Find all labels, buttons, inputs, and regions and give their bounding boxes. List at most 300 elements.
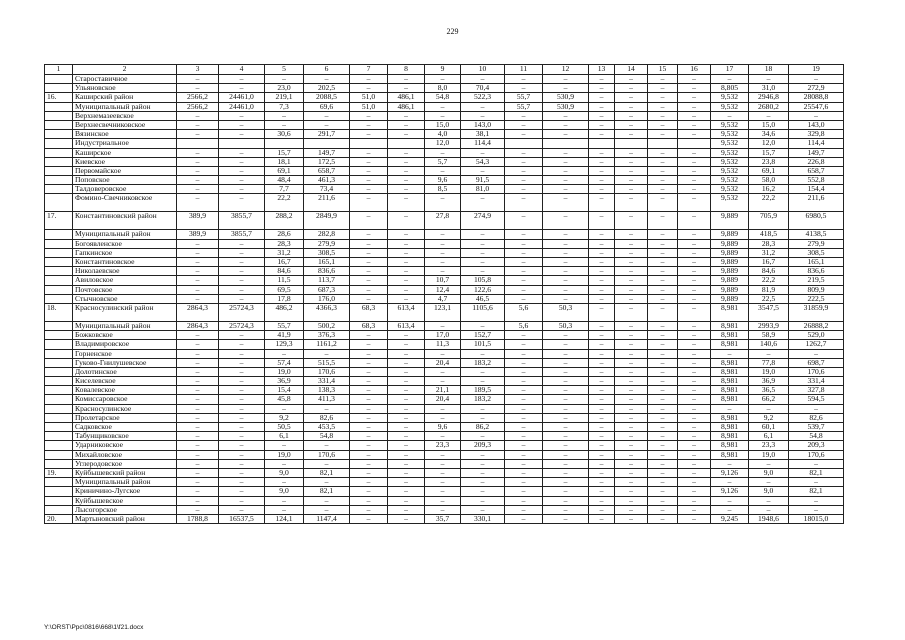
value-cell: 9,2	[265, 413, 304, 422]
value-cell: –	[505, 478, 543, 487]
value-cell: –	[678, 340, 711, 349]
value-cell: –	[177, 478, 219, 487]
value-cell: –	[388, 441, 425, 450]
value-cell: 2680,2	[749, 102, 789, 111]
value-cell: –	[425, 230, 461, 239]
value-cell: –	[589, 358, 615, 367]
value-cell: –	[648, 285, 678, 294]
value-cell: –	[589, 331, 615, 340]
value-cell: 1262,7	[789, 340, 844, 349]
value-cell: –	[589, 120, 615, 129]
value-cell: –	[589, 321, 615, 330]
table-row	[45, 441, 844, 450]
value-cell: –	[219, 450, 265, 459]
value-cell: 17,0	[425, 331, 461, 340]
value-cell: 486,1	[388, 93, 425, 102]
value-cell: 69,6	[304, 102, 350, 111]
value-cell: –	[177, 459, 219, 468]
value-cell: –	[388, 84, 425, 93]
value-cell: –	[505, 258, 543, 267]
row-number-cell	[45, 75, 73, 84]
value-cell: –	[789, 349, 844, 358]
value-cell: –	[219, 386, 265, 395]
value-cell: –	[505, 166, 543, 175]
value-cell: –	[543, 386, 589, 395]
value-cell: –	[589, 75, 615, 84]
value-cell: 2993,9	[749, 321, 789, 330]
value-cell: –	[461, 496, 505, 505]
value-cell: –	[615, 367, 648, 376]
value-cell: 54,8	[789, 432, 844, 441]
value-cell: 288,2	[265, 212, 304, 230]
value-cell: 57,4	[265, 358, 304, 367]
value-cell: –	[543, 130, 589, 139]
value-cell: 143,0	[789, 120, 844, 129]
row-number-cell	[45, 441, 73, 450]
row-name-cell: Верхнемазеевское	[73, 111, 177, 120]
value-cell: 9,889	[711, 285, 749, 294]
value-cell: –	[678, 285, 711, 294]
value-cell: 149,7	[304, 148, 350, 157]
value-cell: 45,8	[265, 395, 304, 404]
value-cell: –	[350, 349, 388, 358]
value-cell: 50,3	[543, 303, 589, 321]
row-name-cell: Комиссаровское	[73, 395, 177, 404]
value-cell: 272,9	[789, 84, 844, 93]
value-cell: –	[589, 212, 615, 230]
row-name-cell: Николаевское	[73, 267, 177, 276]
value-cell: 30,6	[265, 130, 304, 139]
value-cell: –	[505, 386, 543, 395]
value-cell: –	[350, 176, 388, 185]
table-row	[45, 459, 844, 468]
value-cell: –	[388, 404, 425, 413]
value-cell: 9,0	[749, 468, 789, 477]
value-cell: –	[425, 450, 461, 459]
value-cell: 55,7	[505, 102, 543, 111]
value-cell: –	[678, 459, 711, 468]
value-cell	[505, 139, 543, 148]
value-cell: 124,1	[265, 514, 304, 523]
value-cell: –	[350, 84, 388, 93]
row-name-cell: Горненское	[73, 349, 177, 358]
value-cell: –	[543, 176, 589, 185]
row-name-cell: Киевское	[73, 157, 177, 166]
value-cell: 5,7	[425, 157, 461, 166]
value-cell: –	[589, 487, 615, 496]
value-cell	[589, 139, 615, 148]
value-cell: –	[304, 459, 350, 468]
row-name-cell: Куйбышевское	[73, 496, 177, 505]
value-cell: 274,9	[461, 212, 505, 230]
value-cell: 8,981	[711, 358, 749, 367]
table-row	[45, 386, 844, 395]
value-cell: –	[425, 505, 461, 514]
row-name-cell: Первомайское	[73, 166, 177, 175]
value-cell: 9,0	[749, 487, 789, 496]
value-cell: –	[648, 120, 678, 129]
row-name-cell: Муниципальный район	[73, 102, 177, 111]
value-cell: –	[505, 367, 543, 376]
row-name-cell: Богоявленское	[73, 239, 177, 248]
value-cell: –	[350, 404, 388, 413]
value-cell: –	[388, 340, 425, 349]
value-cell: 500,2	[304, 321, 350, 330]
row-number-cell	[45, 340, 73, 349]
value-cell: –	[543, 331, 589, 340]
value-cell: –	[648, 459, 678, 468]
value-cell: –	[177, 367, 219, 376]
value-cell	[615, 139, 648, 148]
table-row	[45, 367, 844, 376]
value-cell: 28,3	[749, 239, 789, 248]
value-cell: –	[543, 413, 589, 422]
value-cell: 81,0	[461, 185, 505, 194]
value-cell: –	[425, 267, 461, 276]
value-cell: –	[350, 166, 388, 175]
value-cell: –	[678, 505, 711, 514]
value-cell: 2566,2	[177, 102, 219, 111]
value-cell: –	[388, 459, 425, 468]
value-cell: –	[749, 404, 789, 413]
value-cell: –	[648, 258, 678, 267]
value-cell: –	[425, 148, 461, 157]
value-cell: –	[648, 84, 678, 93]
value-cell: –	[589, 157, 615, 166]
value-cell: 183,2	[461, 395, 505, 404]
value-cell: 50,5	[265, 423, 304, 432]
value-cell: 25724,3	[219, 303, 265, 321]
value-cell: –	[543, 514, 589, 523]
value-cell: 9,6	[425, 423, 461, 432]
value-cell: –	[789, 496, 844, 505]
value-cell: 24461,0	[219, 102, 265, 111]
value-cell: 219,5	[789, 276, 844, 285]
value-cell: –	[505, 395, 543, 404]
value-cell: –	[388, 487, 425, 496]
value-cell: 25724,3	[219, 321, 265, 330]
value-cell: –	[350, 239, 388, 248]
row-name-cell: Лысогорское	[73, 505, 177, 514]
row-number-cell	[45, 358, 73, 367]
value-cell: –	[219, 478, 265, 487]
value-cell: –	[350, 423, 388, 432]
value-cell: 279,9	[304, 239, 350, 248]
value-cell: –	[219, 441, 265, 450]
value-cell: –	[648, 185, 678, 194]
value-cell: –	[749, 349, 789, 358]
value-cell: 22,2	[265, 194, 304, 212]
value-cell: –	[219, 294, 265, 303]
value-cell: –	[648, 395, 678, 404]
value-cell: 8,981	[711, 303, 749, 321]
value-cell: –	[615, 505, 648, 514]
value-cell: 22,2	[749, 276, 789, 285]
value-cell: –	[265, 441, 304, 450]
value-cell: 18,1	[265, 157, 304, 166]
value-cell: 138,3	[304, 386, 350, 395]
value-cell: –	[388, 239, 425, 248]
value-cell: 219,1	[265, 93, 304, 102]
value-cell: –	[219, 120, 265, 129]
value-cell: –	[177, 75, 219, 84]
value-cell: –	[388, 395, 425, 404]
value-cell: –	[388, 423, 425, 432]
value-cell: –	[589, 505, 615, 514]
value-cell: –	[648, 386, 678, 395]
value-cell: 16,7	[749, 258, 789, 267]
table-row	[45, 276, 844, 285]
value-cell: –	[350, 285, 388, 294]
value-cell: –	[789, 478, 844, 487]
value-cell: –	[678, 166, 711, 175]
value-cell: –	[425, 166, 461, 175]
value-cell: –	[388, 75, 425, 84]
value-cell: –	[615, 432, 648, 441]
value-cell: –	[177, 148, 219, 157]
value-cell: 4138,5	[789, 230, 844, 239]
value-cell: –	[678, 432, 711, 441]
value-cell: –	[678, 212, 711, 230]
value-cell: –	[177, 395, 219, 404]
value-cell: –	[615, 166, 648, 175]
row-name-cell: Гапкинское	[73, 248, 177, 257]
value-cell: –	[265, 111, 304, 120]
value-cell: –	[648, 212, 678, 230]
value-cell: –	[615, 194, 648, 212]
value-cell: –	[177, 340, 219, 349]
value-cell: –	[678, 230, 711, 239]
value-cell: –	[615, 111, 648, 120]
value-cell: –	[615, 120, 648, 129]
value-cell: –	[505, 84, 543, 93]
value-cell: –	[543, 148, 589, 157]
value-cell: 8,981	[711, 386, 749, 395]
value-cell: –	[388, 514, 425, 523]
value-cell: 69,1	[265, 166, 304, 175]
value-cell: –	[648, 377, 678, 386]
value-cell: –	[648, 367, 678, 376]
value-cell: 331,4	[789, 377, 844, 386]
value-cell: –	[350, 212, 388, 230]
value-cell: 73,4	[304, 185, 350, 194]
value-cell: –	[388, 349, 425, 358]
table-row	[45, 102, 844, 111]
value-cell: –	[388, 157, 425, 166]
value-cell: 389,9	[177, 212, 219, 230]
row-number-cell	[45, 413, 73, 422]
value-cell: –	[648, 413, 678, 422]
value-cell: 9,532	[711, 176, 749, 185]
value-cell: 24461,0	[219, 93, 265, 102]
value-cell: 16537,5	[219, 514, 265, 523]
value-cell: –	[615, 84, 648, 93]
value-cell: 9,532	[711, 166, 749, 175]
value-cell: –	[648, 496, 678, 505]
value-cell: –	[615, 248, 648, 257]
table-row	[45, 111, 844, 120]
row-number-cell	[45, 157, 73, 166]
row-name-cell: Божковское	[73, 331, 177, 340]
value-cell: –	[615, 331, 648, 340]
value-cell: –	[461, 75, 505, 84]
row-name-cell: Каширский район	[73, 93, 177, 102]
value-cell: –	[648, 321, 678, 330]
value-cell: 308,5	[789, 248, 844, 257]
value-cell: –	[388, 367, 425, 376]
value-cell: –	[388, 294, 425, 303]
value-cell: 486,1	[388, 102, 425, 111]
row-number-cell	[45, 130, 73, 139]
value-cell	[350, 139, 388, 148]
value-cell: –	[648, 349, 678, 358]
value-cell: –	[711, 349, 749, 358]
value-cell: –	[425, 75, 461, 84]
row-name-cell: Михайловское	[73, 450, 177, 459]
value-cell: –	[177, 120, 219, 129]
header-cell: 8	[388, 65, 425, 75]
value-cell: –	[505, 230, 543, 239]
value-cell: –	[749, 478, 789, 487]
value-cell: –	[219, 487, 265, 496]
value-cell: –	[789, 111, 844, 120]
value-cell: 2864,3	[177, 303, 219, 321]
value-cell: –	[388, 496, 425, 505]
value-cell: –	[615, 478, 648, 487]
value-cell: –	[461, 102, 505, 111]
value-cell: –	[589, 459, 615, 468]
value-cell: –	[219, 367, 265, 376]
row-name-cell: Верхнесвечниковское	[73, 120, 177, 129]
value-cell: 461,3	[304, 176, 350, 185]
value-cell: –	[543, 496, 589, 505]
table-row	[45, 505, 844, 514]
value-cell: –	[177, 432, 219, 441]
value-cell: –	[543, 294, 589, 303]
value-cell: –	[505, 432, 543, 441]
table-row	[45, 404, 844, 413]
value-cell: –	[589, 367, 615, 376]
value-cell: –	[505, 404, 543, 413]
value-cell: 9,889	[711, 258, 749, 267]
row-name-cell: Почтовское	[73, 285, 177, 294]
value-cell: 11,3	[425, 340, 461, 349]
value-cell: –	[219, 75, 265, 84]
table-row	[45, 349, 844, 358]
value-cell: 84,6	[749, 267, 789, 276]
value-cell: –	[648, 358, 678, 367]
value-cell: 58,0	[749, 176, 789, 185]
value-cell: 183,2	[461, 358, 505, 367]
table-row	[45, 84, 844, 93]
value-cell: 15,7	[749, 148, 789, 157]
row-number-cell	[45, 194, 73, 212]
value-cell: 9,0	[265, 468, 304, 477]
value-cell: –	[388, 248, 425, 257]
value-cell: 9,532	[711, 102, 749, 111]
value-cell: –	[388, 230, 425, 239]
value-cell: 226,8	[789, 157, 844, 166]
value-cell: 8,981	[711, 321, 749, 330]
row-name-cell: Авиловское	[73, 276, 177, 285]
value-cell: –	[589, 395, 615, 404]
value-cell: –	[388, 331, 425, 340]
value-cell: 140,6	[749, 340, 789, 349]
value-cell: –	[648, 423, 678, 432]
value-cell: –	[589, 441, 615, 450]
value-cell: 15,7	[265, 148, 304, 157]
value-cell: –	[461, 377, 505, 386]
value-cell: –	[589, 248, 615, 257]
value-cell: –	[648, 432, 678, 441]
value-cell: –	[678, 487, 711, 496]
value-cell: –	[219, 459, 265, 468]
value-cell: –	[615, 176, 648, 185]
value-cell: –	[678, 367, 711, 376]
value-cell: –	[678, 102, 711, 111]
value-cell: 222,5	[789, 294, 844, 303]
value-cell: –	[648, 148, 678, 157]
data-table	[44, 64, 844, 524]
value-cell: 176,0	[304, 294, 350, 303]
header-cell: 2	[73, 65, 177, 75]
value-cell: –	[350, 230, 388, 239]
value-cell: –	[350, 75, 388, 84]
value-cell: 15,0	[749, 120, 789, 129]
value-cell: 105,8	[461, 276, 505, 285]
value-cell: –	[388, 413, 425, 422]
value-cell: –	[543, 267, 589, 276]
value-cell: –	[543, 239, 589, 248]
value-cell: –	[543, 468, 589, 477]
value-cell: 23,0	[265, 84, 304, 93]
value-cell: –	[789, 505, 844, 514]
value-cell: –	[461, 321, 505, 330]
value-cell: –	[505, 157, 543, 166]
table-row	[45, 212, 844, 230]
value-cell: –	[350, 331, 388, 340]
value-cell: 27,8	[425, 212, 461, 230]
value-cell: 86,2	[461, 423, 505, 432]
value-cell: –	[505, 331, 543, 340]
value-cell: 170,6	[304, 450, 350, 459]
value-cell: –	[219, 176, 265, 185]
value-cell: –	[177, 176, 219, 185]
table-row	[45, 514, 844, 523]
value-cell: –	[350, 377, 388, 386]
value-cell: 12,4	[425, 285, 461, 294]
value-cell: –	[543, 358, 589, 367]
value-cell: 9,889	[711, 267, 749, 276]
value-cell: –	[177, 505, 219, 514]
value-cell: –	[648, 294, 678, 303]
row-number-cell	[45, 120, 73, 129]
table-row	[45, 157, 844, 166]
header-cell: 19	[789, 65, 844, 75]
table-row	[45, 176, 844, 185]
value-cell: 9,126	[711, 468, 749, 477]
value-cell: –	[388, 212, 425, 230]
header-cell: 1	[45, 65, 73, 75]
value-cell: –	[749, 505, 789, 514]
value-cell: 8,981	[711, 413, 749, 422]
value-cell: –	[505, 148, 543, 157]
value-cell: 4366,3	[304, 303, 350, 321]
value-cell: –	[678, 176, 711, 185]
value-cell: 82,6	[789, 413, 844, 422]
value-cell: –	[219, 267, 265, 276]
value-cell: –	[789, 404, 844, 413]
